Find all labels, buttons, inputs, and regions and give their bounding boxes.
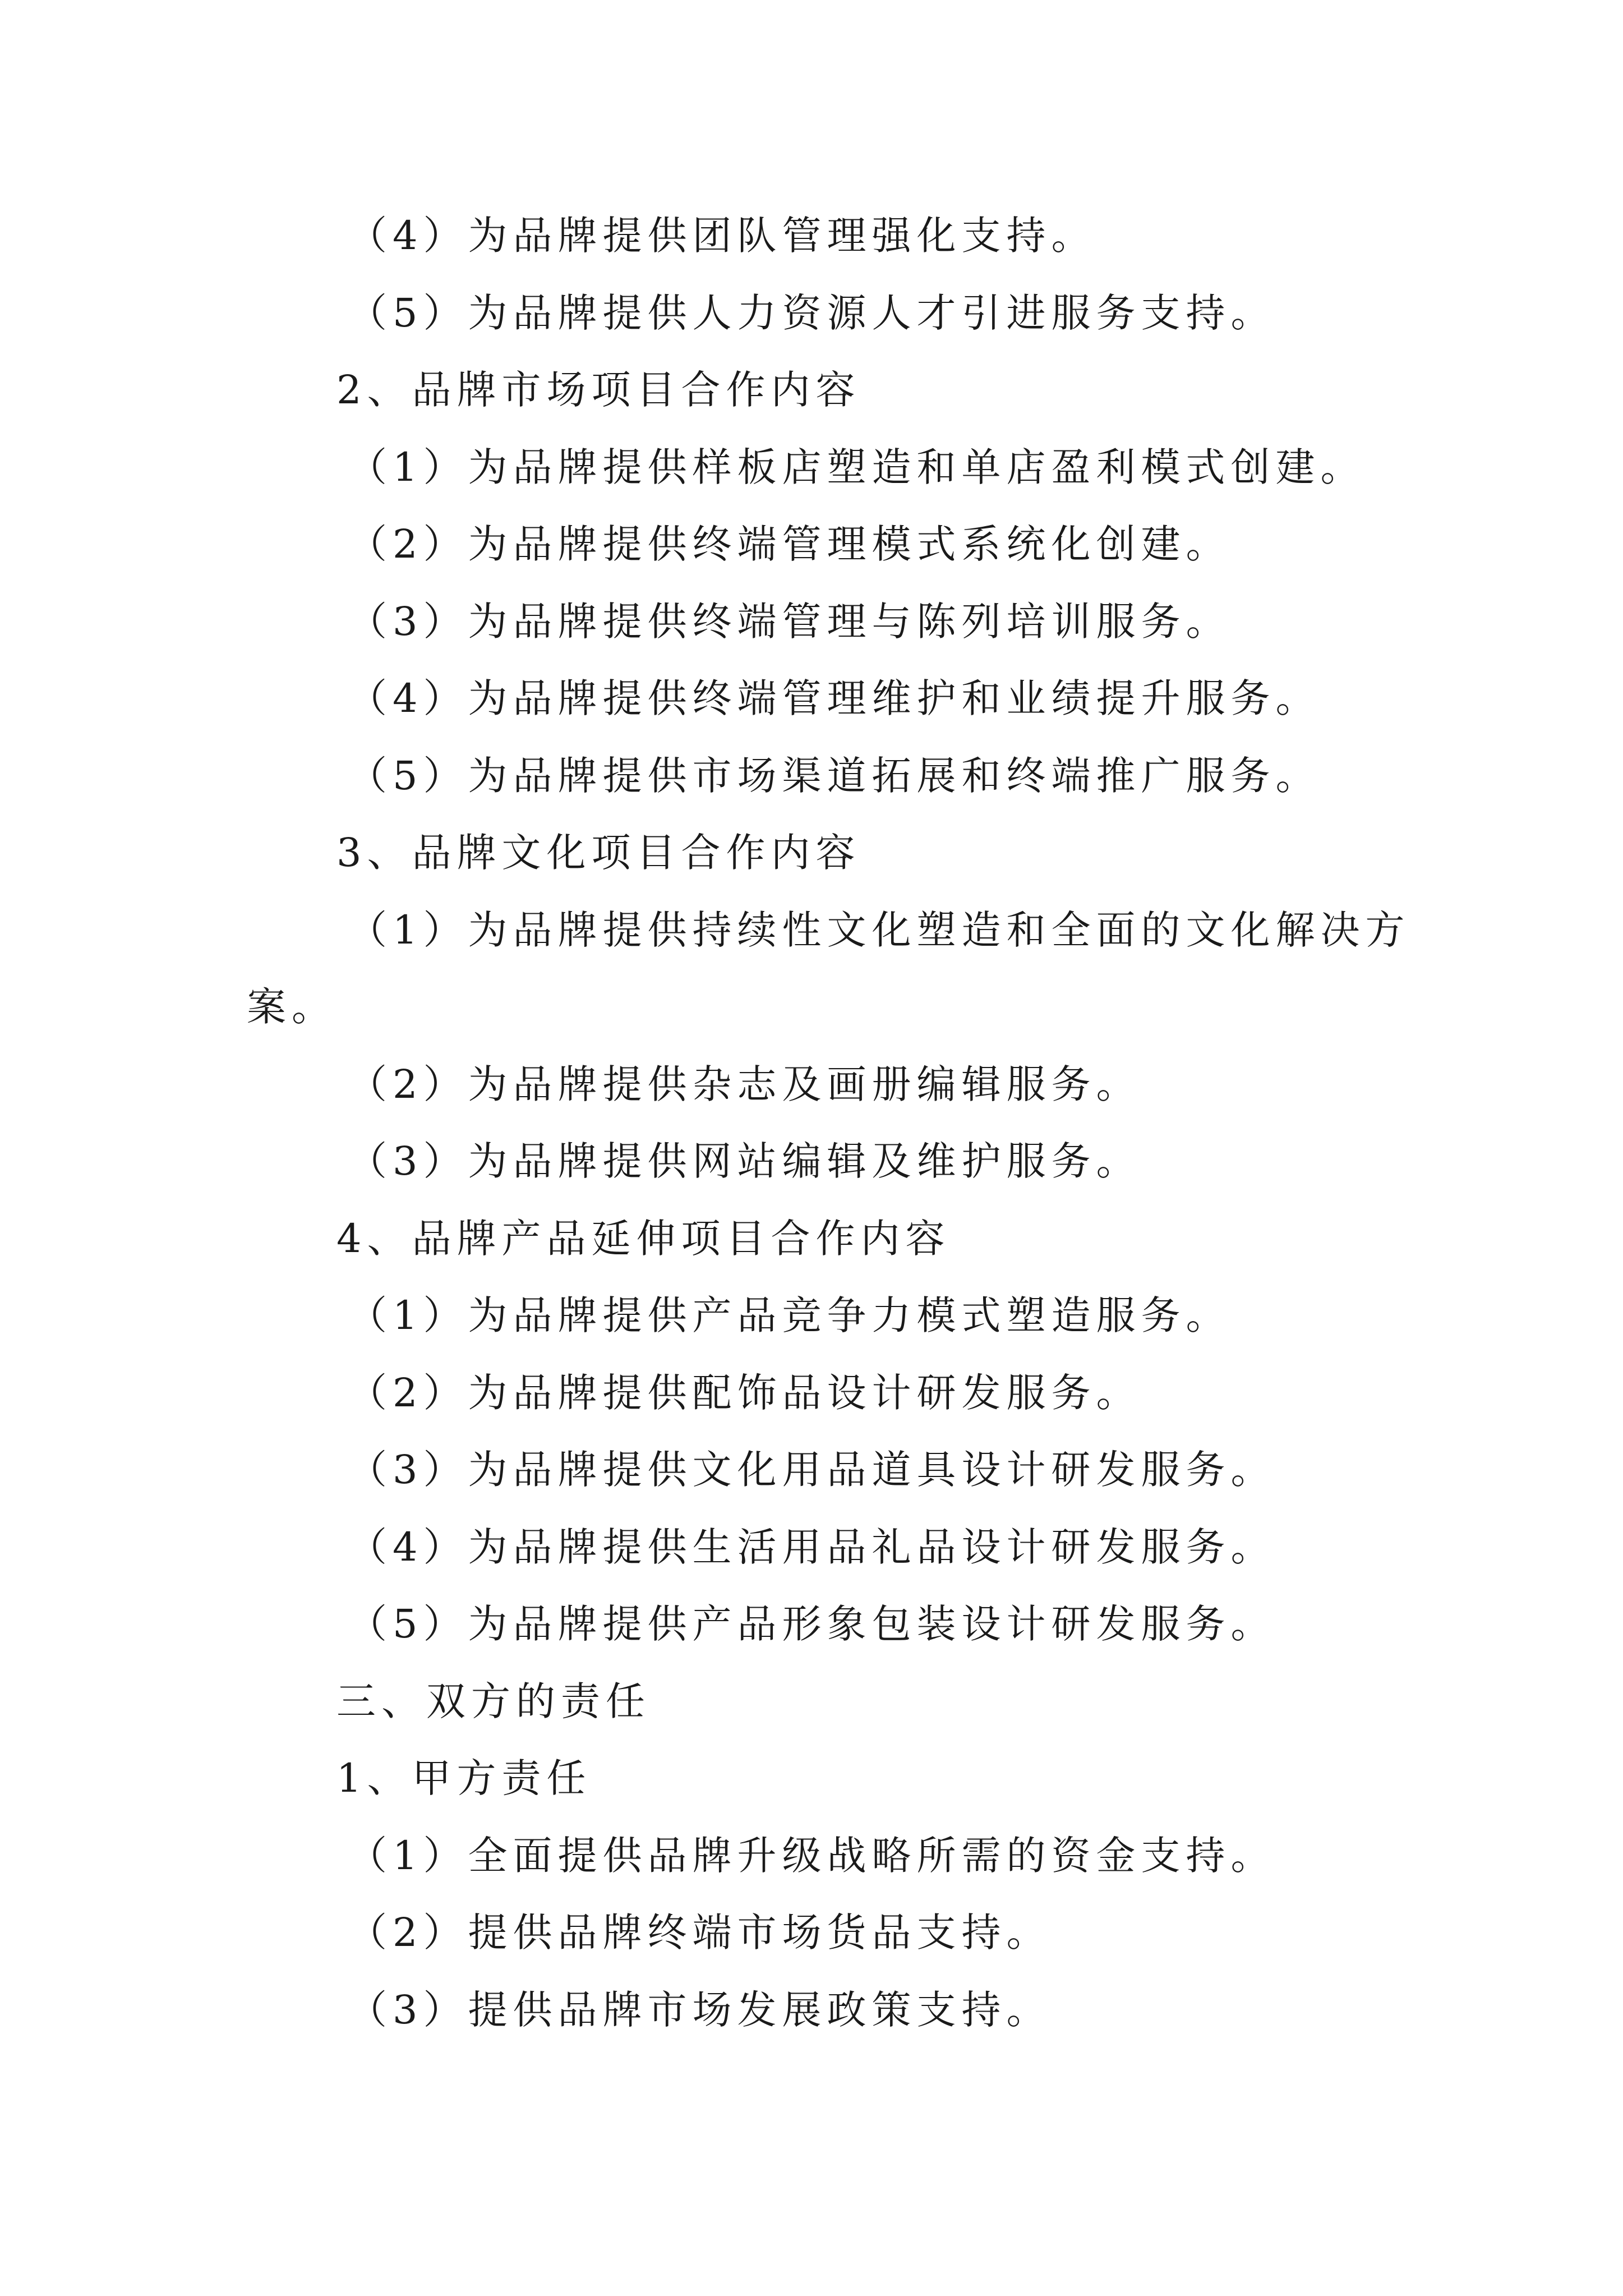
list-item: （4）为品牌提供终端管理维护和业绩提升服务。 bbox=[348, 675, 1321, 721]
list-item: （5）为品牌提供产品形象包装设计研发服务。 bbox=[348, 1601, 1276, 1647]
list-item: （2）提供品牌终端市场货品支持。 bbox=[348, 1910, 1052, 1955]
section-heading: 1、甲方责任 bbox=[336, 1755, 592, 1801]
list-item: （5）为品牌提供市场渠道拓展和终端推广服务。 bbox=[348, 752, 1321, 799]
section-heading: 2、品牌市场项目合作内容 bbox=[336, 367, 861, 413]
list-item: （2）为品牌提供杂志及画册编辑服务。 bbox=[348, 1061, 1141, 1107]
section-heading: 4、品牌产品延伸项目合作内容 bbox=[336, 1215, 951, 1262]
list-item: （3）为品牌提供文化用品道具设计研发服务。 bbox=[348, 1447, 1276, 1493]
list-item: （1）为品牌提供产品竞争力模式塑造服务。 bbox=[348, 1292, 1231, 1338]
list-item: （3）为品牌提供网站编辑及维护服务。 bbox=[348, 1138, 1141, 1184]
chapter-heading: 三、双方的责任 bbox=[336, 1678, 651, 1724]
list-item: （5）为品牌提供人力资源人才引进服务支持。 bbox=[348, 289, 1276, 336]
list-item: （2）为品牌提供配饰品设计研发服务。 bbox=[348, 1369, 1141, 1416]
document-body bbox=[247, 197, 1410, 2049]
list-item: （1）全面提供品牌升级战略所需的资金支持。 bbox=[348, 1832, 1276, 1879]
list-item: （1）为品牌提供样板店塑造和单店盈利模式创建。 bbox=[348, 444, 1366, 490]
list-item-continuation: 案。 bbox=[247, 984, 336, 1030]
list-item: （2）为品牌提供终端管理模式系统化创建。 bbox=[348, 521, 1231, 567]
list-item: （1）为品牌提供持续性文化塑造和全面的文化解决方 bbox=[348, 907, 1410, 953]
list-item: （3）提供品牌市场发展政策支持。 bbox=[348, 1986, 1052, 2033]
list-item: （4）为品牌提供生活用品礼品设计研发服务。 bbox=[348, 1524, 1276, 1570]
section-heading: 3、品牌文化项目合作内容 bbox=[336, 830, 861, 876]
list-item: （3）为品牌提供终端管理与陈列培训服务。 bbox=[348, 598, 1231, 645]
list-item: （4）为品牌提供团队管理强化支持。 bbox=[348, 213, 1096, 259]
